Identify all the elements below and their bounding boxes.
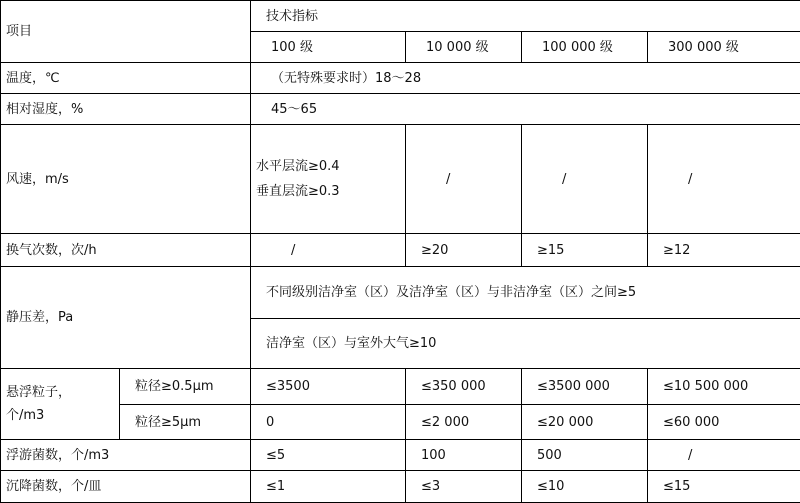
wind-label: 风速，m/s — [6, 171, 69, 187]
particles-0-5um-100000: ≤3500 000 — [537, 379, 610, 394]
airborne-bacteria-10000: 100 — [421, 447, 446, 463]
temperature-value: （无特殊要求时）18～28 — [271, 70, 422, 86]
air-changes-100000-value: ≥15 — [537, 242, 565, 258]
grade-100000-label: 100 000 级 — [542, 39, 613, 55]
row-static-pressure-line1 — [251, 267, 800, 319]
row-wind-grade-100000 — [522, 125, 648, 234]
row-settling-bacteria-grade-100000 — [522, 471, 648, 503]
row-humidity-value — [251, 94, 800, 125]
row-static-pressure-line2 — [251, 319, 800, 369]
grade-300000-label: 300 000 级 — [668, 39, 739, 55]
particles-label-line1: 悬浮粒子， — [6, 385, 72, 400]
temperature-label: 温度，℃ — [6, 70, 60, 86]
row-temperature-label — [0, 63, 251, 94]
particles-5um-100000: ≤20 000 — [537, 414, 594, 430]
header-tech-label: 技术指标 — [266, 8, 319, 24]
row-airborne-bacteria-grade-100 — [251, 440, 406, 471]
row-airborne-bacteria-grade-100000 — [522, 440, 648, 471]
row-particles-sub1-grade-100 — [251, 369, 406, 405]
wind-vertical-laminar: 垂直层流≥0.3 — [256, 184, 340, 199]
airborne-bacteria-100000: 500 — [537, 447, 562, 463]
particles-0-5um-10000: ≤350 000 — [421, 379, 486, 394]
settling-bacteria-100: ≤1 — [266, 479, 286, 494]
row-settling-bacteria-grade-100 — [251, 471, 406, 503]
particles-label-line2: 个/m3 — [6, 408, 45, 423]
humidity-label: 相对湿度，% — [6, 101, 84, 117]
row-particles-sub2-grade-100000 — [522, 405, 648, 440]
row-settling-bacteria-grade-10000 — [406, 471, 522, 503]
static-pressure-between-rooms: 不同级别洁净室（区）及洁净室（区）与非洁净室（区）之间≥5 — [266, 285, 637, 300]
airborne-bacteria-label: 浮游菌数，个/m3 — [6, 447, 110, 463]
row-particles-label — [0, 369, 120, 440]
row-air-changes-grade-300000 — [648, 234, 800, 267]
humidity-value: 45～65 — [271, 101, 318, 117]
settling-bacteria-10000: ≤3 — [421, 479, 441, 494]
particles-5um-300000: ≤60 000 — [663, 414, 720, 430]
row-humidity-label — [0, 94, 251, 125]
airborne-bacteria-100: ≤5 — [266, 447, 286, 463]
row-particles-sub2-grade-10000 — [406, 405, 522, 440]
header-tech — [251, 0, 800, 32]
row-static-pressure-label — [0, 267, 251, 369]
row-particles-sub1-grade-100000 — [522, 369, 648, 405]
header-grade-100 — [251, 32, 406, 63]
static-pressure-label: 静压差，Pa — [6, 310, 74, 325]
particles-5um-label: 粒径≥5μm — [135, 414, 202, 430]
air-changes-10000-value: ≥20 — [421, 242, 449, 258]
air-changes-label: 换气次数，次/h — [6, 242, 97, 258]
wind-300000-value: / — [688, 171, 693, 187]
header-grade-300000 — [648, 32, 800, 63]
settling-bacteria-300000: ≤15 — [663, 479, 691, 494]
settling-bacteria-label: 沉降菌数，个/皿 — [6, 479, 102, 494]
particles-5um-10000: ≤2 000 — [421, 414, 470, 430]
wind-10000-value: / — [446, 171, 451, 187]
row-settling-bacteria-grade-300000 — [648, 471, 800, 503]
row-wind-grade-100 — [251, 125, 406, 234]
row-particles-sub2-grade-300000 — [648, 405, 800, 440]
particles-0-5um-100: ≤3500 — [266, 379, 310, 394]
row-wind-label — [0, 125, 251, 234]
header-item — [0, 0, 251, 63]
row-particles-sub2-label — [120, 405, 251, 440]
particles-0-5um-300000: ≤10 500 000 — [663, 379, 749, 394]
grade-100-label: 100 级 — [271, 39, 313, 55]
air-changes-100-value: / — [291, 242, 296, 258]
row-air-changes-grade-10000 — [406, 234, 522, 267]
row-air-changes-grade-100000 — [522, 234, 648, 267]
grade-10000-label: 10 000 级 — [426, 39, 489, 55]
row-particles-sub1-grade-10000 — [406, 369, 522, 405]
particles-5um-100: 0 — [266, 414, 275, 430]
header-grade-100000 — [522, 32, 648, 63]
row-temperature-value — [251, 63, 800, 94]
row-particles-sub2-grade-100 — [251, 405, 406, 440]
row-wind-grade-10000 — [406, 125, 522, 234]
row-particles-sub1-grade-300000 — [648, 369, 800, 405]
static-pressure-outdoor: 洁净室（区）与室外大气≥10 — [266, 336, 437, 351]
row-airborne-bacteria-grade-10000 — [406, 440, 522, 471]
airborne-bacteria-300000: / — [688, 447, 693, 463]
header-item-label: 项目 — [6, 24, 33, 39]
particles-0-5um-label: 粒径≥0.5μm — [135, 379, 214, 394]
row-airborne-bacteria-label — [0, 440, 251, 471]
wind-horizontal-laminar: 水平层流≥0.4 — [256, 159, 340, 174]
row-settling-bacteria-label — [0, 471, 251, 503]
row-air-changes-grade-100 — [251, 234, 406, 267]
row-particles-sub1-label — [120, 369, 251, 405]
settling-bacteria-100000: ≤10 — [537, 479, 565, 494]
header-grade-10000 — [406, 32, 522, 63]
air-changes-300000-value: ≥12 — [663, 242, 691, 258]
row-airborne-bacteria-grade-300000 — [648, 440, 800, 471]
row-air-changes-label — [0, 234, 251, 267]
row-wind-grade-300000 — [648, 125, 800, 234]
wind-100000-value: / — [562, 171, 567, 187]
